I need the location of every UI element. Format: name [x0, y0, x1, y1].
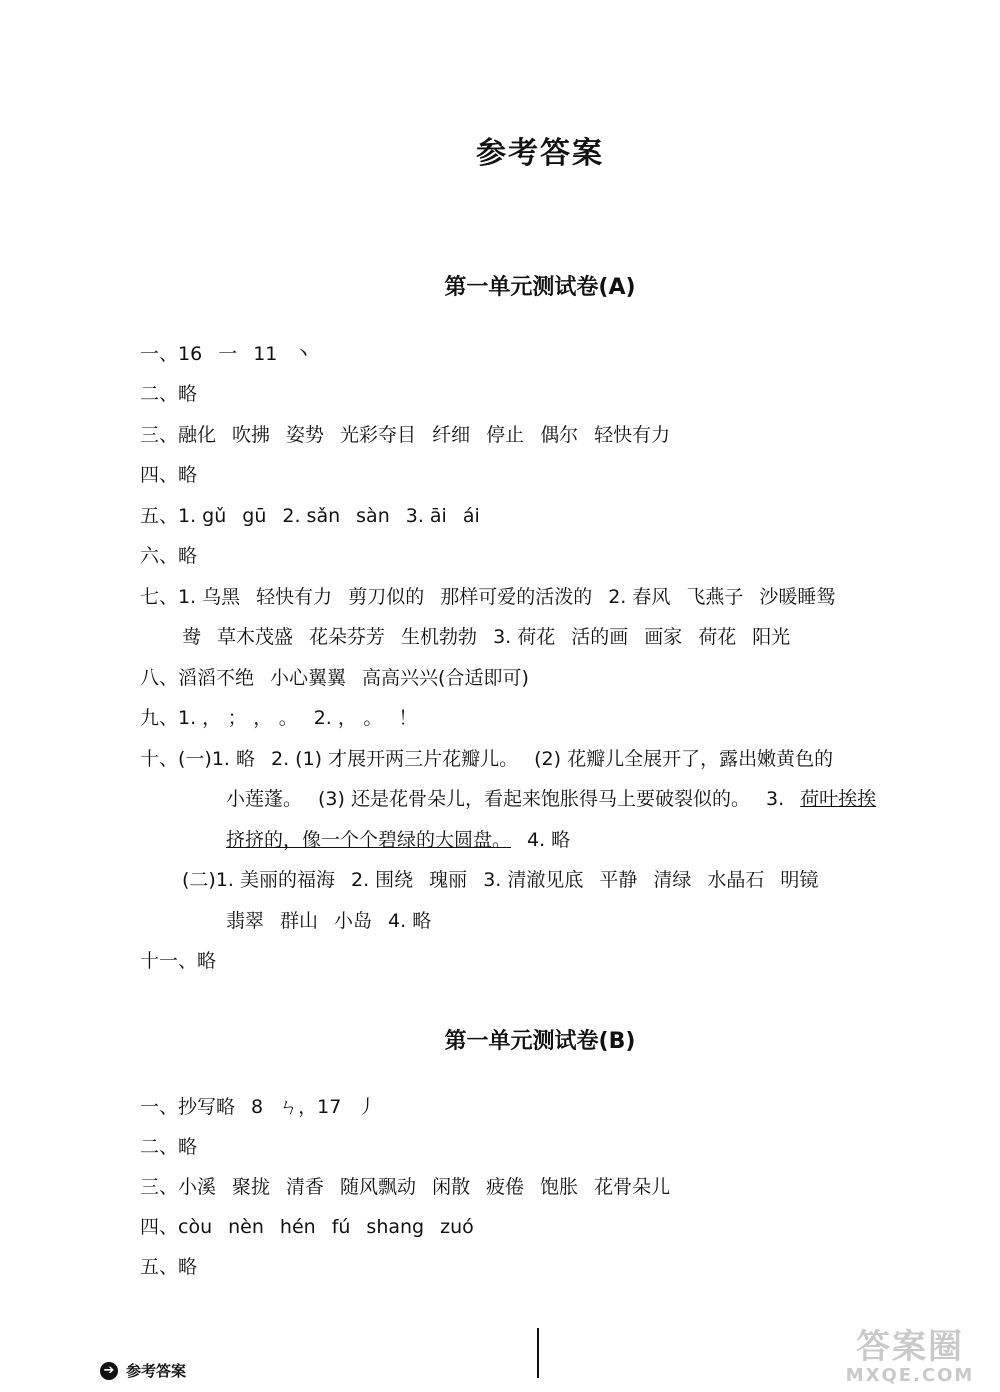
- watermark: [830, 1328, 990, 1386]
- answer-b-1: 一、抄写略 8 ㄣ，17 丿: [140, 1096, 377, 1118]
- section-b-title: 第一单元测试卷(B): [444, 1029, 636, 1054]
- answer-b-2: 二、略: [140, 1136, 198, 1158]
- arrow-right-icon: ➔: [100, 1362, 118, 1380]
- answer-b-5: 五、略: [140, 1256, 198, 1278]
- watermark-site: MXQE.COM: [845, 1365, 975, 1386]
- answer-a-5: 五、1. gǔ gū 2. sǎn sàn 3. āi ái: [140, 505, 480, 527]
- answer-a-11: 十一、略: [140, 950, 217, 972]
- answer-a-10: 十、(一)1. 略 2. (1) 才展开两三片花瓣儿。 (2) 花瓣儿全展开了，露出嫩黄色的: [140, 748, 834, 770]
- answer-a-3: 三、融化 吹拂 姿势 光彩夺目 纤细 停止 偶尔 轻快有力: [140, 424, 671, 446]
- answer-a-10-cont2: 挤挤的，像一个个碧绿的大圆盘。 4. 略: [226, 829, 571, 851]
- page-marker: [537, 1328, 539, 1378]
- answer-a-6: 六、略: [140, 545, 198, 567]
- page-title: 参考答案: [476, 136, 604, 171]
- answer-b-3: 三、小溪 聚拢 清香 随风飘动 闲散 疲倦 饱胀 花骨朵儿: [140, 1176, 671, 1198]
- answer-a-1: 一、16 一 11 丶: [140, 343, 313, 365]
- answer-a-8: 八、滔滔不绝 小心翼翼 高高兴兴(合适即可): [140, 667, 529, 689]
- answer-a-10-cont: 小莲蓬。 (3) 还是花骨朵儿，看起来饱胀得马上要破裂似的。 3. 荷叶挨挨: [226, 788, 877, 810]
- answer-a-2: 二、略: [140, 383, 198, 405]
- answer-a-9: 九、1. ， ； ， 。 2. ， 。 ！: [140, 707, 418, 729]
- answer-a-10-part2: (二)1. 美丽的福海 2. 围绕 瑰丽 3. 清澈见底 平静 清绿 水晶石 明镜: [182, 869, 819, 891]
- answer-a-10-part2-cont: 翡翠 群山 小岛 4. 略: [226, 910, 432, 932]
- section-a-title: 第一单元测试卷(A): [444, 275, 636, 300]
- answer-a-4: 四、略: [140, 464, 198, 486]
- answer-a-7-cont: 鸯 草木茂盛 花朵芬芳 生机勃勃 3. 荷花 活的画 画家 荷花 阳光: [182, 626, 791, 648]
- answer-a-7: 七、1. 乌黑 轻快有力 剪刀似的 那样可爱的活泼的 2. 春风 飞燕子 沙暖睡鸳: [140, 586, 836, 608]
- footer: [100, 1360, 186, 1381]
- watermark-logo: 答案圈: [856, 1327, 964, 1367]
- footer-label: 参考答案: [126, 1362, 187, 1380]
- answer-b-4: 四、còu nèn hén fú shang zuó: [140, 1216, 474, 1238]
